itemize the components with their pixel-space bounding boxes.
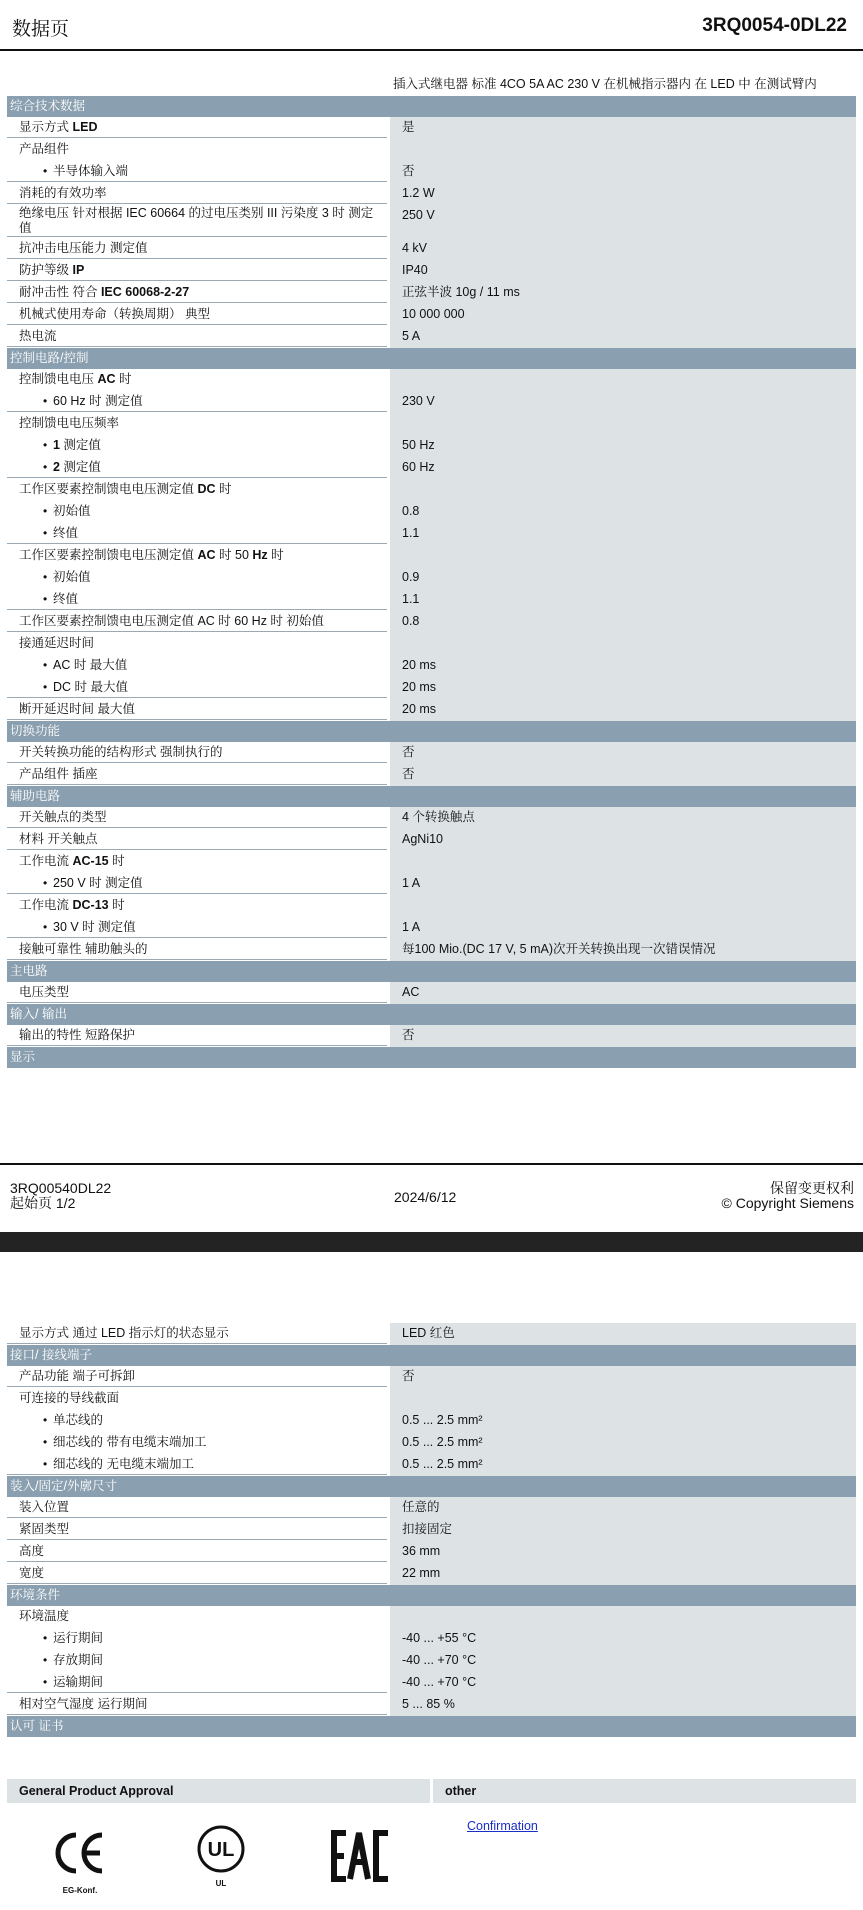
spec-table [7, 96, 856, 1068]
spec-row [7, 1541, 856, 1563]
spec-row [7, 1650, 856, 1672]
spec-value: IP40 [390, 260, 856, 282]
spec-label [7, 479, 387, 500]
spec-value: 230 V [390, 391, 856, 413]
spec-row [7, 611, 856, 633]
spec-label-text: 相对空气湿度 运行期间 [19, 1697, 148, 1711]
spec-row [7, 1323, 856, 1345]
ul-mark-svg [196, 1824, 246, 1874]
spec-row [7, 1388, 856, 1410]
footer-doc-info [10, 1181, 111, 1211]
spec-label-bold: AC [97, 372, 116, 386]
spec-label [7, 1454, 387, 1475]
section-title: 辅助电路 [10, 789, 61, 803]
spec-value [390, 851, 856, 873]
spec-value: 10 000 000 [390, 304, 856, 326]
spec-label [7, 1563, 387, 1584]
spec-label [7, 1025, 387, 1046]
spec-table-continued [7, 1323, 856, 1737]
spec-row [7, 567, 856, 589]
spec-row [7, 1410, 856, 1432]
spec-label-text: 30 V 时 测定值 [53, 920, 136, 934]
footer-rights [722, 1181, 854, 1211]
spec-value: 5 ... 85 % [390, 1694, 856, 1716]
spec-value [390, 369, 856, 391]
section-header [7, 1716, 856, 1737]
spec-label [7, 655, 387, 676]
spec-label-text: 产品组件 插座 [19, 767, 98, 781]
spec-row [7, 326, 856, 348]
spec-label-text: 紧固类型 [19, 1522, 70, 1536]
section-header [7, 1345, 856, 1366]
spec-row [7, 917, 856, 939]
spec-label-text: 可连接的导线截面 [19, 1391, 120, 1405]
spec-row [7, 655, 856, 677]
spec-label [7, 435, 387, 456]
spec-label [7, 829, 387, 850]
spec-value: 任意的 [390, 1497, 856, 1519]
spec-value: 0.8 [390, 501, 856, 523]
spec-value: 60 Hz [390, 457, 856, 479]
spec-label-text: 宽度 [19, 1566, 45, 1580]
spec-label [7, 895, 387, 916]
spec-label-text: DC 时 最大值 [53, 680, 129, 694]
page-separator [0, 1232, 863, 1252]
spec-row [7, 1672, 856, 1694]
spec-row [7, 117, 856, 139]
spec-label-text: 终值 [53, 592, 79, 606]
spec-label-text: 单芯线的 [53, 1413, 104, 1427]
spec-row [7, 1694, 856, 1716]
ul-mark-letters: UL [207, 1839, 235, 1861]
spec-label-text: 工作区要素控制馈电电压测定值 AC 时 60 Hz 时 初始值 [19, 614, 324, 628]
spec-row [7, 413, 856, 435]
spec-row [7, 1497, 856, 1519]
spec-row [7, 545, 856, 567]
spec-value: 1.1 [390, 589, 856, 611]
spec-label [7, 699, 387, 720]
spec-row [7, 1366, 856, 1388]
spec-label-bold: 1 [53, 438, 60, 452]
spec-label-bold: DC [197, 482, 216, 496]
spec-label-text: 半导体输入端 [53, 164, 129, 178]
spec-label-text: 60 Hz 时 测定值 [53, 394, 143, 408]
spec-value: 每100 Mio.(DC 17 V, 5 mA)次开关转换出现一次错误情况 [390, 939, 856, 961]
spec-label [7, 304, 387, 325]
spec-label-text: 控制馈电电压频率 [19, 416, 120, 430]
spec-value: 36 mm [390, 1541, 856, 1563]
page-header [0, 0, 863, 51]
spec-label [7, 1694, 387, 1715]
section-header [7, 1047, 856, 1068]
section-header [7, 96, 856, 117]
spec-label-text: 细芯线的 带有电缆末端加工 [53, 1435, 207, 1449]
spec-row [7, 873, 856, 895]
spec-label-text: 运输期间 [53, 1675, 104, 1689]
spec-label-text: 工作区要素控制馈电电压测定值 [19, 482, 198, 496]
spec-value: LED 红色 [390, 1323, 856, 1345]
page-title: 数据页 [12, 19, 70, 40]
spec-value: 4 kV [390, 238, 856, 260]
spec-label [7, 917, 387, 938]
spec-row [7, 1606, 856, 1628]
spec-value: 250 V [390, 205, 856, 238]
spec-row [7, 238, 856, 260]
spec-row [7, 282, 856, 304]
spec-label [7, 1628, 387, 1649]
spec-value: 扣接固定 [390, 1519, 856, 1541]
spec-value: 正弦半波 10g / 11 ms [390, 282, 856, 304]
spec-label-text: 测定值 [59, 438, 101, 452]
spec-label [7, 982, 387, 1003]
spec-label [7, 611, 387, 632]
spec-value: 0.5 ... 2.5 mm² [390, 1432, 856, 1454]
spec-label-text: 电压类型 [19, 985, 70, 999]
spec-row [7, 699, 856, 721]
eac-mark-icon [330, 1830, 392, 1882]
spec-value: 1.2 W [390, 183, 856, 205]
spec-value: 1 A [390, 873, 856, 895]
spec-value: -40 ... +70 °C [390, 1650, 856, 1672]
spec-row [7, 677, 856, 699]
spec-label-bold: IEC 60068-2-27 [100, 285, 190, 299]
section-header [7, 1585, 856, 1606]
spec-value: 0.5 ... 2.5 mm² [390, 1410, 856, 1432]
spec-label [7, 1388, 387, 1409]
spec-label [7, 851, 387, 872]
spec-label [7, 545, 387, 566]
spec-label-bold: AC [197, 548, 216, 562]
section-title: 切换功能 [10, 724, 61, 738]
spec-label [7, 391, 387, 412]
spec-label [7, 1432, 387, 1453]
spec-label [7, 764, 387, 785]
spec-value: 否 [390, 764, 856, 786]
spec-label-text: 工作区要素控制馈电电压测定值 [19, 548, 198, 562]
datasheet-page-2 [0, 1252, 863, 1910]
spec-label-text: 初始值 [53, 504, 91, 518]
spec-value [390, 1388, 856, 1410]
spec-label [7, 326, 387, 347]
spec-label-text: 耐冲击性 符合 [19, 285, 101, 299]
spec-label-text: 接通延迟时间 [19, 636, 95, 650]
spec-row [7, 1563, 856, 1585]
spec-label-text: 终值 [53, 526, 79, 540]
spec-label [7, 1366, 387, 1387]
spec-label-text: 消耗的有效功率 [19, 186, 107, 200]
spec-row [7, 260, 856, 282]
ul-caption: UL [215, 1879, 227, 1888]
spec-label [7, 1497, 387, 1518]
spec-value [390, 413, 856, 435]
spec-label [7, 1650, 387, 1671]
spec-label-bold: DC-13 [72, 898, 109, 912]
spec-row [7, 1025, 856, 1047]
spec-label [7, 1606, 387, 1627]
eac-mark-svg [330, 1830, 392, 1882]
section-title: 主电路 [10, 964, 48, 978]
spec-label [7, 589, 387, 610]
spec-value: -40 ... +55 °C [390, 1628, 856, 1650]
spec-row [7, 1454, 856, 1476]
spec-row [7, 205, 856, 238]
spec-label-text: 材料 开关触点 [19, 832, 98, 846]
spec-value [390, 479, 856, 501]
spec-value: 50 Hz [390, 435, 856, 457]
spec-label-text: 控制馈电电压 [19, 372, 98, 386]
spec-label-text: 时 [108, 898, 125, 912]
spec-row [7, 851, 856, 873]
spec-label-text: 环境温度 [19, 1609, 70, 1623]
spec-label-text: 工作电流 [19, 854, 73, 868]
spec-row [7, 742, 856, 764]
spec-label-text: 断开延迟时间 最大值 [19, 702, 135, 716]
spec-label [7, 1519, 387, 1540]
spec-label [7, 161, 387, 182]
section-header [7, 961, 856, 982]
spec-label [7, 413, 387, 434]
spec-label-text: AC 时 最大值 [53, 658, 128, 672]
spec-label-bold: Hz [252, 548, 268, 562]
spec-label-text: 时 50 [215, 548, 253, 562]
confirmation-link[interactable]: Confirmation [467, 1819, 538, 1833]
spec-row [7, 1432, 856, 1454]
spec-label-text: 高度 [19, 1544, 45, 1558]
spec-value [390, 1606, 856, 1628]
page-footer [0, 1163, 863, 1225]
spec-row [7, 633, 856, 655]
spec-label-text: 开关转换功能的结构形式 强制执行的 [19, 745, 223, 759]
spec-label [7, 939, 387, 960]
spec-label-text: 防护等级 [19, 263, 73, 277]
spec-row [7, 807, 856, 829]
spec-value [390, 139, 856, 161]
section-title: 环境条件 [10, 1588, 61, 1602]
footer-rights-text: 保留变更权利 [770, 1180, 854, 1196]
spec-label [7, 1541, 387, 1562]
spec-row [7, 1628, 856, 1650]
approvals-header-row [7, 1779, 856, 1803]
spec-row [7, 139, 856, 161]
spec-row [7, 369, 856, 391]
spec-value: 4 个转换触点 [390, 807, 856, 829]
spec-value: 0.5 ... 2.5 mm² [390, 1454, 856, 1476]
spec-value: 否 [390, 1025, 856, 1047]
spec-row [7, 183, 856, 205]
spec-label [7, 260, 387, 281]
section-header [7, 1476, 856, 1497]
ce-caption: EG-Konf. [62, 1886, 98, 1895]
spec-label-text: 开关触点的类型 [19, 810, 107, 824]
spec-value: 5 A [390, 326, 856, 348]
spec-label-text: 绝缘电压 针对根据 IEC 60664 的过电压类别 III 污染度 3 时 测定值 [19, 206, 374, 235]
ul-mark-icon [196, 1824, 246, 1888]
spec-label-text: 机械式使用寿命（转换周期） 典型 [19, 307, 210, 321]
spec-label-text: 存放期间 [53, 1653, 104, 1667]
approval-category-other: other [433, 1779, 856, 1803]
spec-row [7, 1519, 856, 1541]
spec-label [7, 567, 387, 588]
spec-label-bold: IP [72, 263, 85, 277]
spec-label-text: 抗冲击电压能力 测定值 [19, 241, 148, 255]
spec-label-text: 测定值 [59, 460, 101, 474]
spec-label-text: 显示方式 通过 LED 指示灯的状态显示 [19, 1326, 229, 1340]
section-title: 装入/固定/外廓尺寸 [10, 1479, 117, 1493]
spec-value: AgNi10 [390, 829, 856, 851]
spec-label [7, 282, 387, 303]
section-title: 综合技术数据 [10, 99, 86, 113]
spec-label-bold: LED [72, 120, 98, 134]
spec-value: 22 mm [390, 1563, 856, 1585]
spec-label [7, 523, 387, 544]
spec-label [7, 139, 387, 160]
spec-label-text: 细芯线的 无电缆末端加工 [53, 1457, 194, 1471]
product-description: 插入式继电器 标准 4CO 5A AC 230 V 在机械指示器内 在 LED 中 在测试臂内 [393, 77, 817, 91]
spec-label-text: 工作电流 [19, 898, 73, 912]
product-id: 3RQ0054-0DL22 [702, 15, 847, 36]
spec-label-text: 250 V 时 测定值 [53, 876, 143, 890]
spec-label [7, 457, 387, 478]
spec-row [7, 764, 856, 786]
spec-label-text: 产品功能 端子可拆卸 [19, 1369, 135, 1383]
spec-value: 0.8 [390, 611, 856, 633]
spec-label-bold: AC-15 [72, 854, 109, 868]
spec-value [390, 895, 856, 917]
spec-label-text: 初始值 [53, 570, 91, 584]
spec-row [7, 391, 856, 413]
spec-label [7, 183, 387, 204]
spec-value: -40 ... +70 °C [390, 1672, 856, 1694]
section-title: 显示 [10, 1050, 36, 1064]
spec-row [7, 939, 856, 961]
section-title: 接口/ 接线端子 [10, 1348, 92, 1362]
spec-row [7, 161, 856, 183]
spec-value: 20 ms [390, 655, 856, 677]
spec-row [7, 589, 856, 611]
spec-label-text: 装入位置 [19, 1500, 70, 1514]
spec-value: 0.9 [390, 567, 856, 589]
spec-row [7, 895, 856, 917]
spec-row [7, 829, 856, 851]
footer-date: 2024/6/12 [394, 1189, 457, 1205]
spec-label [7, 742, 387, 763]
approvals-table [7, 1779, 856, 1803]
footer-copyright: © Copyright Siemens [721, 1195, 854, 1211]
footer-page-label: 起始页 1/2 [10, 1195, 76, 1211]
approval-category-general: General Product Approval [7, 1779, 430, 1803]
spec-value: 20 ms [390, 677, 856, 699]
spec-row [7, 457, 856, 479]
spec-value: 是 [390, 117, 856, 139]
spec-label [7, 369, 387, 390]
spec-label [7, 1672, 387, 1693]
spec-value: 1.1 [390, 523, 856, 545]
spec-label [7, 633, 387, 654]
spec-row [7, 479, 856, 501]
spec-label-text: 接触可靠性 辅助触头的 [19, 942, 148, 956]
spec-label [7, 238, 387, 259]
spec-row [7, 523, 856, 545]
spec-label [7, 117, 387, 138]
spec-value [390, 545, 856, 567]
spec-value: 否 [390, 742, 856, 764]
spec-label [7, 677, 387, 698]
spec-value: 否 [390, 161, 856, 183]
spec-label-text: 时 [267, 548, 284, 562]
spec-label-text: 显示方式 [19, 120, 73, 134]
spec-label-text: 产品组件 [19, 142, 70, 156]
spec-label-text: 输出的特性 短路保护 [19, 1028, 135, 1042]
spec-value: 否 [390, 1366, 856, 1388]
spec-label-text: 运行期间 [53, 1631, 104, 1645]
section-header [7, 1004, 856, 1025]
spec-row [7, 501, 856, 523]
spec-label-text: 时 [108, 854, 125, 868]
spec-value [390, 633, 856, 655]
spec-label [7, 873, 387, 894]
spec-label-text: 热电流 [19, 329, 57, 343]
ce-mark-svg [52, 1829, 108, 1879]
spec-label [7, 1323, 387, 1344]
section-header [7, 786, 856, 807]
spec-row [7, 982, 856, 1004]
spec-label [7, 501, 387, 522]
spec-label [7, 1410, 387, 1431]
spec-value: 20 ms [390, 699, 856, 721]
section-title: 输入/ 输出 [10, 1007, 67, 1021]
section-title: 认可 证书 [10, 1719, 64, 1733]
section-header [7, 348, 856, 369]
section-title: 控制电路/控制 [10, 351, 89, 365]
spec-value: AC [390, 982, 856, 1004]
spec-label-bold: 2 [53, 460, 60, 474]
spec-value: 1 A [390, 917, 856, 939]
section-header [7, 721, 856, 742]
spec-row [7, 435, 856, 457]
spec-row [7, 304, 856, 326]
spec-label [7, 205, 387, 237]
spec-label-text: 时 [115, 372, 132, 386]
spec-label [7, 807, 387, 828]
footer-doc-id: 3RQ00540DL22 [10, 1180, 112, 1196]
spec-label-text: 时 [215, 482, 232, 496]
ce-mark-icon [52, 1829, 108, 1895]
